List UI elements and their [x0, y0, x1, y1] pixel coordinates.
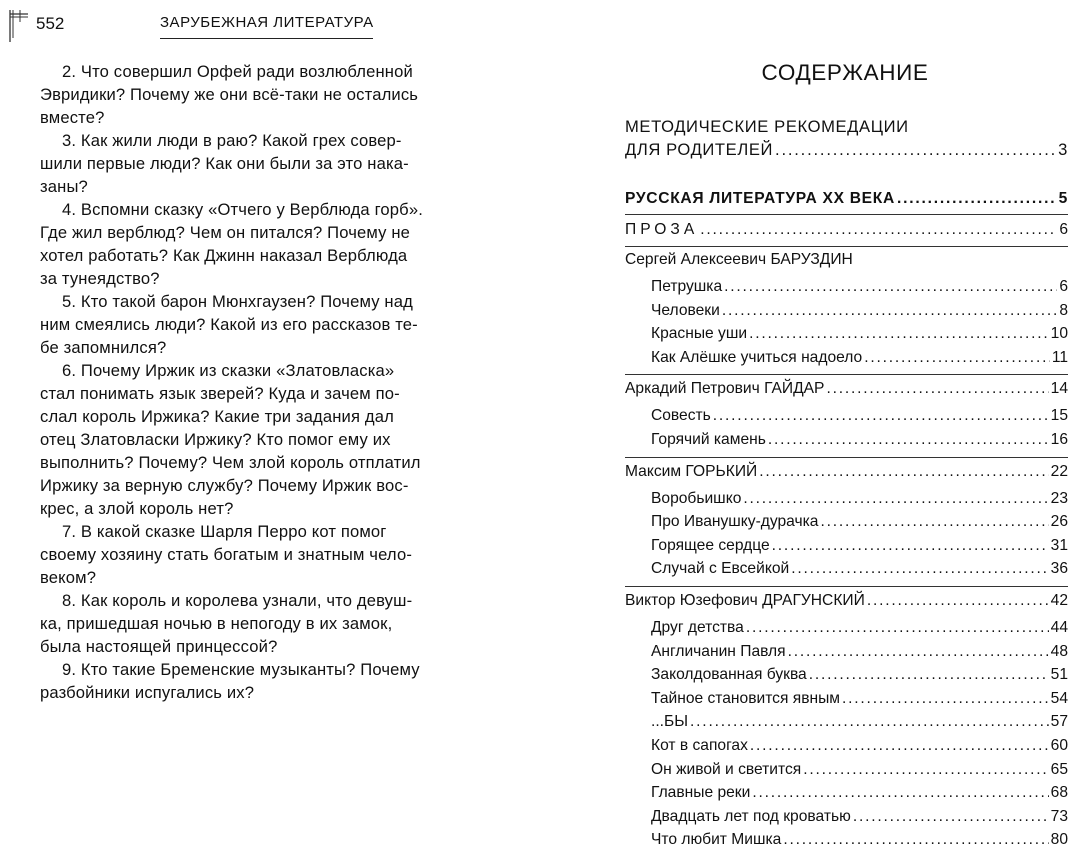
question-line: ка, пришедшая ночью в непогоду в их замок, [40, 614, 393, 633]
question-line: крес, а злой король нет? [40, 499, 234, 518]
running-head-rule [160, 38, 373, 39]
toc-author-name [625, 251, 853, 269]
toc-leader-dots [791, 560, 1048, 578]
question-line: была настоящей принцессой? [40, 637, 278, 656]
toc-leader-dots [743, 490, 1048, 508]
toc-entry-work[interactable] [651, 431, 1068, 449]
toc-page-number: 42 [1050, 592, 1068, 609]
toc-entry-work[interactable] [651, 560, 1068, 578]
toc-entry-work[interactable] [651, 278, 1068, 296]
toc-entry-work[interactable] [651, 784, 1068, 802]
toc-leader-dots [700, 221, 1057, 239]
toc-entry-work[interactable] [651, 831, 1068, 849]
toc-entry-work[interactable] [651, 643, 1068, 661]
toc-page-number: 6 [1059, 221, 1068, 238]
question-paragraph [40, 129, 478, 198]
question-line: разбойники испугались их? [40, 683, 255, 702]
toc-page-number: 8 [1059, 301, 1068, 319]
toc-author-last-name: ГОРЬКИЙ [685, 462, 758, 480]
question-line: заны? [40, 177, 88, 196]
question-paragraph [40, 60, 478, 129]
toc-leader-dots [775, 140, 1056, 160]
toc-leader-dots [749, 325, 1049, 343]
toc-entry-work[interactable] [651, 490, 1068, 508]
toc-work-title: Друг детства [651, 619, 744, 636]
toc-author-first-name: Виктор Юзефович [625, 592, 758, 609]
toc-author-first-name: Аркадий Петрович [625, 380, 760, 398]
toc-work-title: Как Алёшке учиться надоело [651, 348, 863, 366]
toc-leader-dots [724, 278, 1057, 296]
toc-leader-dots [722, 302, 1058, 320]
toc-author-name [625, 380, 824, 398]
toc-entry-work[interactable] [651, 619, 1068, 637]
question-paragraph [40, 198, 478, 290]
toc-work-title: Горячий камень [651, 431, 766, 448]
question-line: веком? [40, 568, 97, 587]
toc-divider [625, 457, 1068, 458]
toc-work-title: Про Иванушку-дурачка [651, 513, 819, 531]
question-line: за тунеядство? [40, 269, 160, 288]
toc-prose-label: ПРОЗА [625, 221, 699, 238]
toc-entry-work[interactable] [651, 302, 1068, 320]
question-paragraph [40, 520, 478, 589]
toc-leader-dots [759, 463, 1048, 481]
toc-author-first-name: Сергей Алексеевич [625, 251, 767, 268]
toc-work-title: ...БЫ [651, 713, 689, 731]
question-line: 2. Что совершил Орфей ради возлюбленной [62, 62, 413, 81]
toc-leader-dots [750, 737, 1049, 755]
toc-entry-methodical[interactable] [625, 140, 1068, 160]
toc-leader-dots [772, 537, 1049, 555]
toc-page-number: 80 [1050, 831, 1068, 849]
toc-leader-dots [788, 643, 1049, 661]
toc-entry-work[interactable] [651, 761, 1068, 779]
toc-entry-work[interactable] [651, 513, 1068, 531]
toc-page-number: 57 [1050, 713, 1068, 731]
toc-leader-dots [867, 592, 1049, 610]
toc-leader-dots [809, 666, 1049, 684]
page-number: 552 [36, 14, 65, 33]
question-line: 3. Как жили люди в раю? Какой грех совер- [62, 131, 402, 150]
toc-page-number: 16 [1050, 431, 1068, 448]
page-corner-ornament-icon [8, 8, 30, 42]
toc-leader-dots [864, 349, 1050, 367]
toc-author-last-name: ДРАГУНСКИЙ [762, 592, 865, 609]
toc-entry-author[interactable] [625, 463, 1068, 481]
toc-methodical-line2: ДЛЯ РОДИТЕЛЕЙ [625, 140, 774, 159]
toc-page-number: 73 [1050, 807, 1068, 825]
toc-work-title: Случай с Евсейкой [651, 560, 790, 578]
toc-leader-dots [768, 431, 1049, 449]
toc-divider [625, 246, 1068, 247]
question-line: 9. Кто такие Бременские музыканты? Почему [62, 660, 420, 679]
toc-work-title: Человеки [651, 301, 720, 319]
toc-entry-prose[interactable] [625, 221, 1068, 239]
toc-page-number: 3 [1058, 140, 1068, 159]
toc-work-title: Красные уши [651, 325, 748, 343]
toc-page-number: 68 [1050, 784, 1068, 802]
toc-entry-work[interactable] [651, 713, 1068, 731]
question-line: слал король Иржика? Какие три задания дал [40, 407, 394, 426]
toc-work-title: Заколдованная буква [651, 666, 807, 684]
toc-entry-work[interactable] [651, 737, 1068, 755]
toc-page-number: 54 [1050, 689, 1068, 707]
question-paragraph [40, 290, 478, 359]
toc-entry-work[interactable] [651, 690, 1068, 708]
toc-entry-author[interactable] [625, 251, 1068, 269]
toc-leader-dots [853, 808, 1049, 826]
toc-page-number: 10 [1050, 325, 1068, 343]
toc-leader-dots [820, 513, 1048, 531]
toc-page-number: 31 [1050, 536, 1068, 554]
toc-work-title: Англичанин Павля [651, 642, 786, 660]
question-line: выполнить? Почему? Чем злой король отплатил [40, 453, 421, 472]
toc-divider [625, 374, 1068, 375]
toc-work-title: Он живой и светится [651, 760, 802, 778]
question-line: Иржику за верную службу? Почему Иржик вос- [40, 476, 409, 495]
toc-work-title: Тайное становится явным [651, 689, 841, 707]
toc-page-number: 6 [1059, 278, 1068, 295]
question-paragraph [40, 359, 478, 520]
toc-author-last-name: ГАЙДАР [764, 380, 825, 398]
toc-divider [625, 214, 1068, 215]
toc-entry-author[interactable] [625, 592, 1068, 610]
toc-author-last-name: БАРУЗДИН [770, 251, 853, 268]
toc-leader-dots [713, 407, 1049, 425]
toc-leader-dots [826, 380, 1048, 398]
toc-page-number: 51 [1050, 666, 1068, 684]
toc-page-number: 60 [1050, 737, 1068, 754]
toc-work-title: Главные реки [651, 784, 751, 802]
question-line: 7. В какой сказке Шарля Перро кот помог [62, 522, 387, 541]
toc-work-title: Петрушка [651, 278, 723, 295]
toc-entry-work[interactable] [651, 808, 1068, 826]
toc-page-number: 22 [1050, 462, 1068, 480]
toc-page-number: 65 [1050, 760, 1068, 778]
toc-page-number: 26 [1050, 513, 1068, 531]
toc-entry-work[interactable] [651, 349, 1068, 367]
toc-page-number: 15 [1050, 407, 1068, 425]
question-line: стал понимать язык зверей? Куда и зачем по- [40, 384, 400, 403]
toc-divider [625, 586, 1068, 587]
toc-author-first-name: Максим [625, 462, 682, 480]
toc-entry-work[interactable] [651, 407, 1068, 425]
toc-leader-dots [690, 713, 1049, 731]
toc-leader-dots [897, 190, 1057, 208]
question-list [40, 60, 478, 704]
toc-page-number: 36 [1050, 560, 1068, 578]
toc-page-number: 14 [1050, 380, 1068, 398]
question-line: Эвридики? Почему же они всё-таки не остались [40, 85, 419, 104]
toc-title: СОДЕРЖАНИЕ [761, 60, 929, 85]
toc-page-number: 23 [1050, 489, 1068, 507]
toc-page-number: 48 [1050, 642, 1068, 660]
toc-work-title: Что любит Мишка [651, 831, 782, 849]
toc-work-title: Кот в сапогах [651, 737, 748, 754]
question-paragraph [40, 658, 478, 704]
toc-entry-work[interactable] [651, 325, 1068, 343]
toc-author-name [625, 592, 865, 610]
toc-page-number: 11 [1051, 348, 1068, 366]
toc-leader-dots [746, 619, 1049, 637]
toc-entry-section[interactable] [625, 190, 1068, 208]
toc-section-label: РУССКАЯ ЛИТЕРАТУРА XX ВЕКА [625, 190, 895, 207]
question-line: вместе? [40, 108, 105, 127]
question-paragraph [40, 589, 478, 658]
toc-entry-author[interactable] [625, 380, 1068, 398]
question-line: 6. Почему Иржик из сказки «Златовласка» [62, 361, 395, 380]
question-line: бе запомнился? [40, 338, 167, 357]
toc-page-number: 5 [1058, 190, 1068, 207]
toc-entry-work[interactable] [651, 537, 1068, 555]
toc-leader-dots [783, 831, 1048, 849]
question-line: хотел работать? Как Джинн наказал Верблюда [40, 246, 408, 265]
toc-work-title: Воробьишко [651, 489, 742, 507]
question-line: 8. Как король и королева узнали, что девуш- [62, 591, 413, 610]
question-line: Где жил верблюд? Чем он питался? Почему не [40, 223, 411, 242]
toc-entry-work[interactable] [651, 666, 1068, 684]
toc-leader-dots [803, 761, 1048, 779]
toc-methodical-line1: МЕТОДИЧЕСКИЕ РЕКОМЕДАЦИИ [625, 117, 909, 136]
question-line: ним смеялись люди? Какой из его рассказов те- [40, 315, 418, 334]
toc-work-title: Совесть [651, 407, 711, 425]
question-line: 4. Вспомни сказку «Отчего у Верблюда горб». [62, 200, 423, 219]
running-head: ЗАРУБЕЖНАЯ ЛИТЕРАТУРА [160, 14, 374, 31]
question-line: шили первые люди? Как они были за это нака- [40, 154, 409, 173]
question-line: отец Златовласки Иржику? Кто помог ему их [40, 430, 391, 449]
question-line: своему хозяину стать богатым и знатным чело- [40, 545, 413, 564]
toc-work-title: Двадцать лет под кроватью [651, 807, 851, 825]
toc-page-number: 44 [1050, 619, 1068, 636]
toc-author-name [625, 463, 757, 481]
toc-leader-dots [752, 784, 1048, 802]
question-line: 5. Кто такой барон Мюнхгаузен? Почему над [62, 292, 413, 311]
toc-leader-dots [842, 690, 1049, 708]
toc-work-title: Горящее сердце [651, 536, 770, 554]
